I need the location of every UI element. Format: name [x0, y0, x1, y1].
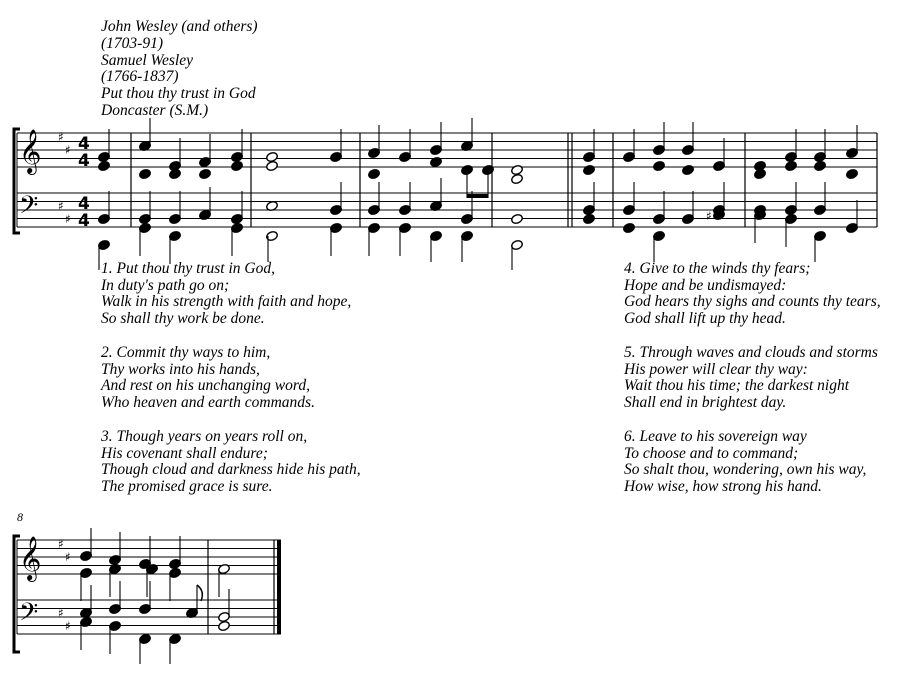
- treble-notehead: [168, 168, 181, 179]
- flag: [197, 585, 202, 601]
- sharp-icon: ♯: [706, 209, 712, 223]
- treble-clef-icon: 𝄞: [19, 129, 42, 173]
- treble-notehead: [753, 168, 766, 179]
- verse-line: To choose and to command;: [624, 444, 799, 462]
- verse-line: Who heaven and earth commands.: [101, 393, 315, 411]
- treble-notehead: [138, 168, 151, 179]
- verse-line: His covenant shall endure;: [101, 444, 268, 462]
- beam: [467, 194, 488, 198]
- verse-line: God shall lift up thy head.: [624, 309, 786, 327]
- credit-author: John Wesley (and others): [101, 18, 258, 35]
- sharp-icon: ♯: [65, 619, 71, 633]
- verse-line: 3. Though years on years roll on,: [101, 428, 308, 445]
- verse-line: The promised grace is sure.: [101, 477, 273, 495]
- verse-line: Thy works into his hands,: [101, 360, 260, 378]
- sharp-icon: ♯: [58, 606, 64, 620]
- verse-line: 4. Give to the winds thy fears;: [624, 260, 811, 277]
- time-signature-numerator: 4: [78, 134, 90, 154]
- treble-notehead: [265, 160, 278, 171]
- treble-notehead: [429, 156, 442, 167]
- verse-line: So shall thy work be done.: [101, 309, 265, 327]
- sharp-icon: ♯: [65, 550, 71, 564]
- treble-notehead: [97, 160, 110, 171]
- bass-notehead: [510, 213, 523, 224]
- sharp-icon: ♯: [65, 143, 71, 157]
- verse-1: [101, 261, 351, 327]
- treble-notehead: [652, 160, 665, 171]
- bass-notehead: [265, 230, 278, 241]
- bass-notehead: [622, 222, 635, 233]
- treble-notehead: [510, 164, 523, 175]
- verse-line: Walk in his strength with faith and hope,: [101, 293, 352, 311]
- final-barline: [277, 540, 281, 634]
- verse-line: His power will clear thy way:: [624, 360, 808, 378]
- credits: [101, 19, 258, 120]
- treble-notehead: [510, 173, 523, 184]
- verse-line: 5. Through waves and clouds and storms: [624, 344, 878, 361]
- verse-line: And rest on his unchanging word,: [101, 377, 310, 395]
- verse-2: [101, 345, 315, 411]
- credit-composer-dates: (1766-1837): [101, 68, 179, 86]
- credit-author-dates: (1703-91): [101, 34, 163, 52]
- sharp-icon: ♯: [58, 199, 64, 213]
- treble-notehead: [582, 164, 595, 175]
- credit-composer: Samuel Wesley: [101, 51, 193, 69]
- treble-clef-icon: 𝄞: [19, 536, 42, 580]
- measure-number: 8: [17, 510, 23, 524]
- verse-line: Hope and be undismayed:: [624, 276, 787, 294]
- verse-line: 6. Leave to his sovereign way: [624, 428, 807, 445]
- hymn-title: Put thou thy trust in God: [101, 85, 256, 103]
- verse-5: [624, 345, 878, 411]
- sharp-icon: ♯: [58, 130, 64, 144]
- verse-3: [101, 429, 361, 495]
- verse-6: [624, 429, 866, 495]
- treble-notehead: [367, 168, 380, 179]
- sharp-icon: ♯: [58, 537, 64, 551]
- verse-line: Shall end in brightest day.: [624, 393, 787, 411]
- time-signature-denominator: 4: [78, 211, 90, 231]
- treble-notehead: [265, 151, 278, 162]
- verse-line: Wait thou his time; the darkest night: [624, 377, 850, 395]
- verse-4: [624, 261, 881, 327]
- treble-notehead: [784, 160, 797, 171]
- verse-line: How wise, how strong his hand.: [624, 477, 822, 495]
- bass-notehead: [217, 620, 230, 631]
- treble-notehead: [230, 160, 243, 171]
- verse-line: In duty's path go on;: [101, 276, 230, 294]
- time-signature-denominator: 4: [78, 151, 90, 171]
- bass-clef-icon: 𝄢: [19, 598, 39, 633]
- treble-notehead: [813, 160, 826, 171]
- verse-line: 1. Put thou thy trust in God,: [101, 260, 275, 277]
- verse-line: 2. Commit thy ways to him,: [101, 344, 271, 361]
- sharp-icon: ♯: [65, 212, 71, 226]
- bass-notehead: [582, 213, 595, 224]
- treble-notehead: [845, 168, 858, 179]
- verse-line: So shalt thou, wondering, own his way,: [624, 461, 867, 479]
- bass-clef-icon: 𝄢: [19, 191, 39, 226]
- time-signature-numerator: 4: [78, 194, 90, 214]
- treble-notehead: [198, 168, 211, 179]
- verse-line: Though cloud and darkness hide his path,: [101, 461, 361, 479]
- treble-notehead: [681, 164, 694, 175]
- verse-line: God hears thy sighs and counts thy tears,: [624, 293, 881, 311]
- tune-name: Doncaster (S.M.): [101, 101, 209, 119]
